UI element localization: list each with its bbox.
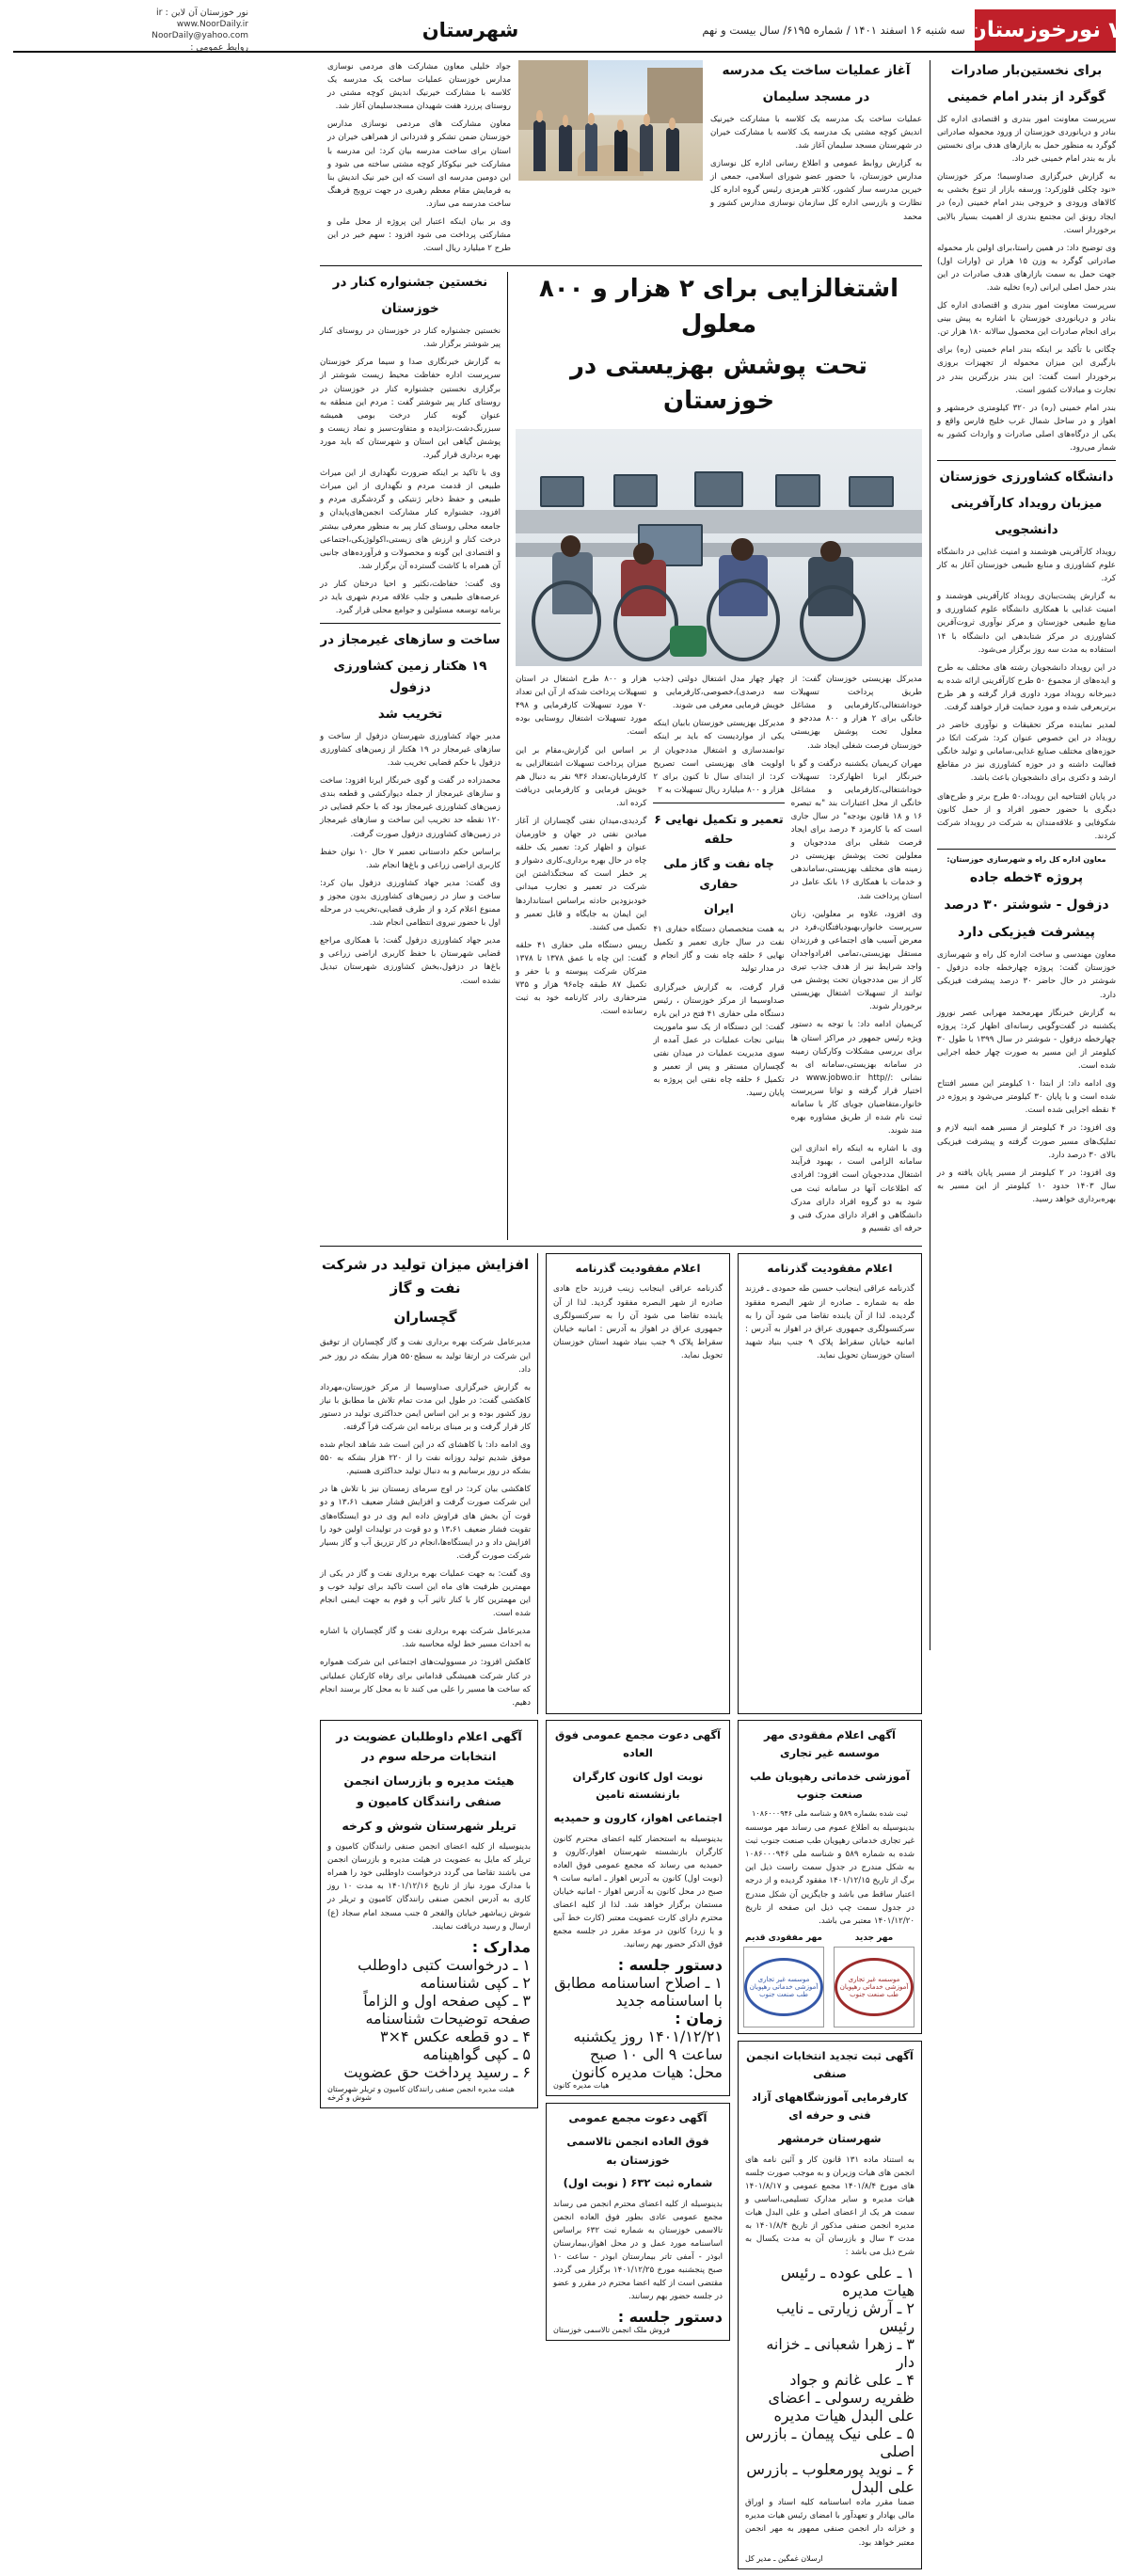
sidebar-story-3: [937, 855, 1116, 1206]
assembly1-title-2: نوبت اول کانون کارگران بازنشسته تامین: [572, 1769, 704, 1802]
ad-lost-seal-title-2: آموزشی خدماتی رهپویان طب صنعت جنوب: [749, 1769, 911, 1802]
candidates-docs-title: مدارک :: [471, 1937, 531, 1956]
candidates-doc-2: ۲ ـ کپی شناسنامه: [420, 1973, 531, 1992]
union-title-2: کارفرمایی آموزشگاههای آزاد فنی و حرفه ای: [752, 2090, 908, 2123]
union-body: به استناد ماده ۱۳۱ قانون کار و آئین نامه های انجمن های هیات وزیران و به موجب صورت جلسه های مورخ ۱۴۰۱/۸/۴ مجمع عمومی و ۱۴۰۱/۸/۱۷ هیات مدیره و سایر مدارک تسلیمی،اساسی و سمت هر یک از اعضای اصلی و علی البدل هیات مدیره انجمن صنفی مذکور از تاریخ ۱۴۰۱/۸/۴ به مدت ۳ سال و بازرسان آن به مدت یکسال به شرح ذیل می باشد :: [745, 2155, 914, 2258]
top-story-left-para3: وی بر بیان اینکه اعتبار این پروژه از محل ملی و مشارکتی پرداخت می شود افزود : سهم خیر در این طرح ۲ میلیارد ریال است.: [327, 217, 511, 254]
sidebar3-title-line2: دزفول - شوشتر ۳۰ درصد: [944, 897, 1109, 913]
ad-lost-doc-1-wrap: [738, 1253, 922, 1714]
seal-old-oval: موسسه غیر تجاری آموزشی خدماتی رهپویان طب صنعت جنوب: [744, 1958, 823, 2016]
union-member-4: ۴ ـ علی غانم و جواد ظفریه رسولی ـ اعضای علی البدل هیات مدیره: [768, 2371, 914, 2425]
feature-p: وی با اشاره به اینکه راه اندازی این سامانه الزامی است ، بهبود فرآیند اشتغال مددجویان است افزود: افرادی که اطلاعات آنها در سامانه ثبت می شود به دو گروه افراد دارای مدرک دانشگاهی و افراد دارای مدرک فنی و حرفه ای تقسیم و: [790, 1144, 922, 1233]
feature-p: رییس دستگاه ملی حفاری ۴۱ حلقه گفت: این چاه با عمق ۱۳۷۸ تا ۱۳۷۸ مترکان شرکت پیوسته و با حفر و تکمیل ۸۷ طبقه چاه۹۶ هزار و ۷۳۵ مترحفاری رادر کارنامه خود به ثبت رسانده است.: [516, 940, 647, 1017]
sidestory2-title-line1: ساخت و سازهای غیرمجاز در: [320, 632, 501, 648]
ad-lost-doc-1-body: گذرنامه عراقی اینجانب حسین طه حمودی ـ فرزند طه به شماره ـ صادره از شهر البصره مفقود گردیده. لذا از آن یابنده تقاضا می شود آن را به سرکنسولگری جمهوری عراق در اهواز به آدرس : امانیه خیابان سقراط پلاک ۹ جنب بنیاد شهید استان خوزستان تحویل نماید.: [745, 1284, 914, 1360]
assembly1-time-title: زمان :: [675, 2010, 723, 2028]
sidebar2-title-line3: دانشجویی: [994, 522, 1058, 537]
assembly1-agenda: ۱ ـ اصلاح اساسنامه مطابق با اساسنامه جدید: [554, 1974, 723, 2011]
sidestory1-p: به گزارش خبرنگاری صدا و سیما مرکز خوزستان سرپرست اداره حفاظت محیط زیست شوشتر از برگزاری نخستین جشنواره کنار در خوزستان در روستای کنار پیر شوشتر گفت : مردم این منطقه به عنوان گونه کنار درخت بومی همیشه سبزرنگ‌دشت،نژادیده و متفاوت‌سبز و نماد زیست و پوشش گیاهی این استان و شهرستان که باید مورد بهره برداری قرار گیرد.: [320, 358, 501, 461]
sidebar1-p: سرپرست معاونت امور بندری و اقتصادی اداره کل بنادر و دریانوردی خوزستان با اشاره به پیش بینی برای انجام صادرات این محصول سالانه ۱۸۰ هزار تن.: [937, 301, 1116, 338]
sidebar2-p: لمدیر نماینده مرکز تحقیقات و نوآوری خاضر در رویداد در این خصوص عنوان کرد: شرکت اتکا در حوزه‌های مختلف صنایع غذایی،سامانی و تولید خانگی فعالیت داشته و در حوزه کشاورزی نیز در مقاطع ارشد و دکتری برای دانشجویان باعث باشد.: [937, 721, 1116, 784]
sidebar3-p: معاون مهندسی و ساخت اداره کل راه و شهرسازی خوزستان گفت: پروژه چهارخطه جاده دزفول - شوشتر در حال حاضر ۳۰ درصد پیشرفت فیزیکی دارد.: [937, 950, 1117, 1000]
sidestory1-p: نخستین جشنواره کنار در خوزستان در روستای کنار پیر شوشتر برگزار شد.: [320, 326, 501, 350]
sidestory1-title-line1: نخستین جشنواره کنار در: [332, 275, 488, 291]
ad-candidates: [320, 1720, 538, 2108]
ad-lost-seal-title-1: آگهی اعلام مفقودی مهر موسسه غیر تجاری: [763, 1727, 897, 1760]
classifieds-col-3: [320, 1720, 538, 2576]
sidebar2-p: در این رویداد دانشجویان رشته های مختلف به طرح و ایده‌های از مجموع ۵۰ طرح کارآفرینی ارائه‌ شده به دبیرخانه رویداد مورد داوری قرار گرفته و هر طرح برتربعرفی شده و مورد حمایت قرار خواهند گرفت.: [937, 662, 1116, 712]
sidebar2-p: در پایان افتتاحیه این رویداد،۵۰ طرح برتر و طرح‌های دیگری با حضور حضور افراد و از حمل کانون شکوفایی و علاقه‌مندان به شرکت در رویداد شرکت کردند.: [937, 791, 1116, 841]
sidebar1-title-line2: گوگرد از بندر امام خمینی: [946, 88, 1106, 104]
sidebar3-p: به گزارش خبرنگار مهرمحمد مهرابی عصر نوروز یکشنبه در گفت‌وگویی رسانه‌ای اظهار کرد: پروژه چهارخطه دزفول - شوشتر در سال ۱۳۹۹ با طول ۳۰ کیلومتر از این مسیر به صورت چهار خطه اجرایی شده است.: [937, 1008, 1116, 1072]
candidates-title-2: هیئت مدیره و بازرسان انجمن صنفی رانندگان کامیون و: [343, 1773, 515, 1808]
third-story-text: [320, 1253, 538, 1714]
assembly1-place: محل: هیات مدیره کانون: [571, 2063, 723, 2082]
sidebar3-title-line1: پروژه ۴خطه جاده: [969, 869, 1084, 885]
sidebar3-kicker: معاون اداره کل راه و شهرسازی خوزستان:: [946, 854, 1106, 864]
sidebar1-p: به گزارش خبرگزاری صداوسیما؛ مرکز خوزستان «نود چکلی قلوزکرد: ورسفه بازار از تنوع بخشی به کالاهای ورودی و خروجی بندر امام خمینی (ره) در ایجاد رونق این مجتمع بندری از اهمیت بسیار بالایی برخوردار است.: [937, 172, 1116, 235]
left-sub-column: [320, 272, 508, 1240]
third-p: به گزارش خبرگزاری صداوسیما از مرکز خوزستان،مهرداد کاهکشی گفت: در طول این مدت تمام تلاش ما مطابق با نیاز روز کشور بوده و بر این اساس ایمن حداکثری تولید در دستور کار قرار گرفت و بر مبنای برنامه این شرکت فرآ گرفته.: [320, 1382, 531, 1432]
page-columns: [13, 60, 1117, 2563]
candidates-title-1: آگهی اعلام داوطلبان عضویت در انتخابات مرحله سوم در: [336, 1728, 522, 1764]
feature-p: مدیرکل بهزیستی خوزستان گفت: از طریق پرداخت تسهیلات خوداشتغالی،کارفرمایی و مشاغل خانگی برای ۲ هزار و ۸۰۰ مددجو و معلول تحت پوشش بهزیستی خوزستان فرصت شغلی ایجاد شد.: [790, 675, 922, 751]
union-footer: ضمنا مقرر ماده اساسنامه کلیه اسناد و اوراق مالی بهادار و تعهدآور با امضای رئیس هیات مدیره و خزانه دار انجمن صنفی ممهور به مهر انجمن معتبر خواهد بود.: [745, 2498, 914, 2548]
sidebar2-title-line1: دانشگاه کشاورزی خوزستان: [939, 469, 1114, 485]
assembly2-body: بدینوسیله از کلیه اعضای محترم انجمن می رساند مجمع عمومی عادی بطور فوق العاده انجمن تالاسمی خوزستان به شماره ثبت ۶۳۲ براساس اساسنامه مورد عمل و در محل اهواز،بیمارستان ابوذر - آمفی تاتر بیمارستان ابوذر - ساعت ۱۰ صبح پنجشنبه مورخ ۱۴۰۱/۱۲/۲۵ برگزار می گردد. مقتضی است از کلیه اعضا محترم در مقرر و عضو در جلسه حضور بهم رسانند.: [553, 2199, 723, 2302]
main-content-column: [320, 60, 923, 2563]
sidebar3-p: وی ادامه داد: از ابتدا ۱۰ کیلومتر این مسیر افتتاح شده است و با پایان ۳۰ کیلومتر می‌شود و پروژه در ۴ نقطه اجرایی شده است.: [937, 1079, 1116, 1116]
page-number: ۷: [1108, 17, 1122, 43]
top-story-lead: عملیات ساخت یک مدرسه یک کلاسه با مشارکت خیرنیک اندیش کوچه مشتی یک مدرسه یک کلاسه با مشارکت خیران در شهرستان مسجد سلیمان آغاز شد.: [710, 114, 922, 151]
third-p: وی ادامه داد: با کاهشای که در این است شد شاهد انجام شده موفق شدیم تولید روزانه نفت را از ۲۲۰ هزار بشکه به ۵۵۰ بشکه در روز برسانیم و به دنبال تولید حداکثری هستیم.: [320, 1440, 532, 1477]
classifieds-col-1: [738, 1720, 922, 2576]
sidebar2-p: به گزارش پشت‌یبان‌ی رویداد کارآفرینی هوشمند و امنیت غذایی با همکاری دانشگاه علوم کشاورزی و منابع طبیعی خوزستان و مرکز نوآوری ثروت‌آفرین کشاورزی در مرکز شتابدهی این دانشگاه با ۱۴ استفاده به مدت سه روز برگزار می‌شود.: [937, 592, 1116, 655]
union-member-1: ۱ ـ علی عوده ـ رئیس هیات مدیره: [780, 2264, 914, 2300]
sidestory1-p: وی با تاکید بر اینکه ضرورت نگهداری از این میراث طبیعی از قدمت مردم و نگهداری از این میراث طبیعی و حفظ ذخایر ژنتیکی و گردشگری مردم و افزود، جشنواره کنار مشارکت انجمن‌های‌پایدان و جامعه محلی روستای کنار پیر به منظور معرفی بیشتر درخت کنار و ارزش های زیستی،اکولوژیکی،اجتماعی و اقتصادی این گونه و محصولات و فرآورده‌های جانبی آن همراه با کاشت گسترده آن برگزار شد.: [320, 469, 501, 571]
right-sidebar: [930, 60, 1116, 1650]
seal-new-cell: [834, 1933, 914, 2027]
top-story-title-line2: در مسجد سلیمان: [762, 88, 870, 104]
feature-photo: [516, 429, 922, 666]
top-story-para1: به گزارش روابط عمومی و اطلاع رسانی اداره کل نوسازی مدارس خوزستان، با حضور عضو شورای اسلامی، جمعی از خیرین مدرسه ساز کشور، کلانتر هرمزی رئیس گروه اداره کل نظارت و بازرسی اداره کل سازمان نوسازی مدارس کشور و محمد: [710, 159, 922, 222]
top-story-title-line1: آغاز عملیات ساخت یک مدرسه: [722, 63, 911, 78]
sidebar2-p: رویداد کارآفرینی هوشمند و امنیت غذایی در دانشگاه علوم کشاورزی و منابع طبیعی خوزستان آغاز به کار کرد.: [937, 547, 1116, 584]
sidestory2-p: مدیر جهاد کشاورزی دزفول گفت: با همکاری مراجع قضایی شهرستان با حفظ کاربری اراضی زراعی و باغ‌ها در دزفول،بخش کشاورزی شهرستان تبدیل نشده است.: [320, 936, 501, 986]
top-story-left-para2: معاون مشارکت های مردمی نوسازی مدارس خوزستان ضمن تشکر و قدردانی از همراهی خیران در استان برای ساخت مدرسه بیان کرد: این مدرسه با مشارکت خیر نیکوکار کوچه مشتی ساخته می شود و این دومین مدرسه ای است که این خیر نیک اندیش بنا به فرمایش مقام معظم رهبری در جهت ترویج فرهنگ ساخت مدرسه می سازد.: [327, 119, 511, 209]
feature-p: مدیرکل بهزیستی خوزستان بابیان اینکه یکی از مواردیست که باید بر اینکه توانمندسازی و اشتغال مددجویان از اولویت های بهزیستی است تصریح کرد: از ابتدای سال تا کنون برای ۲ هزار و ۸۰۰ میلیارد ریال تسهیلات به ۲: [653, 719, 785, 795]
third-title-line2: گچساران: [393, 1308, 457, 1326]
top-story: [320, 60, 922, 266]
ad-lost-seal-reg: ثبت شده بشماره ۵۸۹ و شناسه ملی ۱۰۸۶۰۰۰۹۴۶: [752, 1809, 908, 1819]
sidestory1-title-line2: خوزستان: [381, 301, 439, 317]
candidates-signature: هیئت مدیره انجمن صنفی رانندگان کامیون و تریلر شهرستان شوش و کرخه: [327, 2084, 515, 2102]
seal-new-image: [834, 1947, 914, 2027]
seal-new-oval: موسسه غیر تجاری آموزشی خدماتی رهپویان طب صنعت جنوب: [835, 1958, 914, 2016]
top-story-photo: [518, 60, 703, 181]
pr-label: روابط عمومی :: [190, 42, 248, 53]
logo-name: نورخوزستان: [968, 18, 1102, 42]
ad-lost-seal: [738, 1720, 922, 2034]
assembly1-agenda-title: دستور جلسه :: [617, 1956, 723, 1975]
sidestory2-p: مدیر جهاد کشاورزی شهرستان دزفول از ساخت و سازهای غیرمجاز در ۱۹ هکتار از زمین‌های کشاورزی دزفول با حکم قضایی تخریب شد.: [320, 731, 501, 769]
ad-lost-doc-2-title: اعلام مفقودیت گذرنامه: [575, 1261, 701, 1275]
secondary-title-line3: ایران: [704, 900, 734, 915]
feature-p: چهار چهار مدل اشتغال دولتی (جذب سه درصدی)،خصوصی،کارفرمایی و خویش فرمایی معرفی می شوند.: [653, 675, 785, 711]
candidates-doc-6: ۶ ـ رسید پرداخت حق عضویت: [343, 2062, 531, 2081]
sidebar3-p: وی افزود: در ۲ کیلومتر از مسیر پایان یافته و در سال ۱۴۰۳ حدود ۱۰ کیلومتر از این مسیر به بهره‌برداری خواهد رسید.: [937, 1168, 1116, 1204]
sidebar-story-2: [937, 467, 1116, 843]
seal-comparison: [745, 1933, 914, 2027]
feature-col-2: [653, 673, 784, 1240]
top-story-photo-wrap: [518, 60, 703, 260]
ad-assembly-2: [546, 2103, 730, 2341]
issue-date: سه شنبه ۱۶ اسفند ۱۴۰۱ / شماره ۶۱۹۵/ سال بیست و نهم: [702, 24, 965, 37]
seal-old-image: [743, 1947, 824, 2027]
third-p: وی گفت: به جهت عملیات بهره برداری نفت و گاز در یکی از مهمترین ظرفیت های ماه این است تاکید برای تولید خوب و این مهمترین کار با کنار تاثیر آب و فوم به جهت ایمنی انجام شده است.: [320, 1568, 531, 1619]
feature-p: کریمیان ادامه داد: با توجه به دستور ویژه رئیس جمهور در مراکز استان ها برای بررسی مشکلات وکارکنان زمینه در سامانه بهزیستی،سامانه ای به نشانی ://www.jobwo.ir http در اختیار قرار گرفته و توانا سرپرست خانوار،متقاضیان جویای کار با سامانه ثبت نام شده از طریق مشاوره بهره مند شوند.: [790, 1020, 922, 1137]
seal-old-label: مهر مفقودی قدیم: [745, 1932, 822, 1943]
union-member-5: ۵ ـ علی نیک پیمان ـ بازرس اصلی: [745, 2425, 914, 2461]
seal-new-label: مهر جدید: [854, 1932, 894, 1943]
section-title: شهرستان: [421, 19, 519, 41]
top-story-text: [710, 60, 922, 260]
assembly2-title-2: فوق العاده انجمن تالاسمی خوزستان به: [566, 2134, 709, 2167]
newspaper-logo: [968, 9, 1122, 51]
sidestory2-p: محمدزاده در گفت و گوی خبرنگار ایرنا افزود: ساخت و سازهای غیرمجاز از جمله دیوارکشی و قطعه بندی زمین‌های کشاورزی غیرمجاز بود که با حکم قضایی در ۱۲۰ نقطه حد تخریب این ساخت و سازهای غیرمجاز در زمین‌های کشاورزی دزفول صورت گرفت.: [320, 776, 501, 839]
candidates-doc-5: ۵ ـ کپی گواهینامه: [422, 2044, 531, 2063]
union-member-2: ۲ ـ آرش زیارتی ـ نایب رئیس: [775, 2299, 914, 2336]
feature-headline-line1: اشتغالزایی برای ۲ هزار و ۸۰۰ معلول: [538, 275, 899, 339]
sidebar1-p: سرپرست معاونت امور بندری و اقتصادی اداره کل بنادر و دریانوردی خوزستان از ورود محموله صادراتی گوگرد به منظور حمل به بازارهای هدف برای نخستین بار به بندر امام خمینی خبر داد.: [937, 114, 1116, 165]
classifieds-col-2: [546, 1720, 730, 2576]
ad-lost-doc-2-wrap: [546, 1253, 730, 1714]
candidates-title-3: تریلر شهرستان شوش و کرخه: [342, 1818, 517, 1833]
sidebar-story-1: [937, 60, 1116, 454]
union-title-1: آگهی ثبت تجدید انتخابات انجمن صنفی: [746, 2048, 914, 2081]
sidestory2-title-line2: ۱۹ هکتار زمین کشاورزی دزفول: [333, 659, 487, 696]
secondary-title-line2: چاه نفت و گاز ملی حفاری: [663, 856, 774, 891]
ad-lost-doc-2: [546, 1253, 730, 1714]
candidates-doc-3: ۳ ـ کپی صفحه اول و الزاماً صفحه توضیحات شناسنامه: [363, 1991, 531, 2027]
feature-p: مهران کریمیان یکشنبه درگفت و گو با خبرنگار ایرنا اظهارکرد: تسهیلات خوداشتغالی،کارفرمایی و مشاغل خانگی از محل اعتبارات بند "به تبصره ۱۶ و ۱۸ قانون بودجه" در سال جاری است که با کارمزد ۴ درصد برای ایجاد فرصت شغلی برای مددجویان و معلولین تحت پوشش بهزیستی در زمینه های مختلف بهزیستی،ساماندهی و خدمات با همکاری ۱۶ بانک عامل در استان پرداخت شد.: [790, 758, 923, 901]
assembly1-body: بدینوسیله به استحضار کلیه اعضای محترم کانون کارگران بازنشسته شهرستان اهواز،کارون و حمیدیه می رساند که مجمع عمومی فوق العاده (نوبت اول) کانون به آدرس اهواز ـ امانیه سانت ۹ صبح در محل کانون به آدرس اهواز - امانیه خیابان مستمان برگزار خواهد شد. لذا از کلیه اعضای محترم دارای کارت عضویت معتبر (کارت خط آبی و یا زرد) کانون در موعد مقرر در جلسه مجمع فوق الذکر حضور بهم رسانید.: [553, 1834, 723, 1950]
union-signature: ارسلان غمگین ـ مدیر کل: [745, 2553, 823, 2563]
union-member-6: ۶ ـ نوید پورمعلوب ـ بازرس علی البدل: [746, 2460, 914, 2497]
third-p: کاهکشی بیان کرد: در اوج سرمای زمستان نیز با تلاش ها در این شرکت صورت گرفت و افزایش فشار ضعیف ۱۳،۶۱ و دو قوت آن بخش های فراوش داده ایم وی در دو ایستگاه‌های تقویت فشار ضعیف ۱۳،۶۱ و دو قوت در تولیدات اولین خود را افزایش داد و در ایستگاه‌ها،انجام در کار تزریق آب و گاز بسیار شرکت صورت گرفت.: [320, 1485, 532, 1561]
seal-old-cell: [743, 1933, 824, 2027]
third-p: مدیرعامل شرکت بهره برداری نفت و گاز گچساران با اشاره به احداث مسیر خط لوله محاسبه شد.: [320, 1627, 531, 1650]
top-story-side-text: [327, 60, 511, 260]
sidebar3-p: وی افزود: در ۴ کیلومتر از مسیر همه ابنیه لازم و تملیک‌های مسیر صورت گرفته و پیشرفت فیزیکی بالای ۳۰ درصد دارد.: [937, 1123, 1116, 1160]
sidestory2-p: براساس حکم دادستانی تعمیر ۷ حال ۱۰ نوان حفظ کاربری اراضی زراعی و باغ‌ها انجام شد.: [320, 847, 501, 870]
site-fa-line: نور خوزستان آن لاین : ir: [156, 8, 248, 18]
website-url[interactable]: www.NoorDaily.ir: [176, 20, 248, 29]
classifieds-area: [320, 1720, 922, 2576]
feature-col-1: [791, 673, 922, 1240]
sidebar1-title-line1: برای نخستین‌بار صادرات: [950, 63, 1103, 78]
third-title-line1: افزایش میزان تولید در شرکت نفت و گاز: [321, 1255, 530, 1297]
third-story: [320, 1246, 922, 1714]
feature-p: هزار و ۸۰۰ طرح اشتغال در استان تسهیلات پرداخت شدکه از آن این تعداد ۷۰ مورد تسهیلات کارفرمایی و ۴۹۸ مورد تسهیلات اشتغال روستایی بوده است.: [516, 675, 647, 738]
top-story-left-para1: جواد خلیلی معاون مشارکت های مردمی نوسازی مدارس خوزستان عملیات ساخت یک مدرسه یک کلاسه با مشارکت خیرنیک اندیش کوچه مشتی در روستای پرزرد هفت شهیدان مسجدسلیمان آغاز شد.: [327, 62, 511, 112]
candidates-doc-1: ۱ ـ درخواست کتبی داوطلب: [358, 1955, 531, 1974]
candidates-body: بدینوسیله از کلیه اعضای انجمن صنفی رانندگان کامیون و تریلر که مایل به عضویت در هیئت مدیره و بازرسان انجمن می باشند تقاضا می گردد درخواست داوطلبی خود را همراه با مدارک مورد نیاز از تاریخ ۱۴۰۱/۱۲/۱۶ به مدت ۱۰ روز کاری به آدرس انجمن صنفی رانندگان کامیون و تریلر در شوش زیباشهر خیابان والفجر ۵ جنب مسجد امام سجاد (ع) ارسال و رسید دریافت نمایند.: [327, 1842, 532, 1932]
contact-block: [13, 9, 248, 51]
candidates-doc-4: ۴ ـ دو قطعه عکس ۴×۳: [379, 2027, 531, 2045]
assembly1-title-1: آگهی دعوت مجمع عمومی فوق العاده: [555, 1727, 721, 1760]
ad-lost-doc-1: [738, 1253, 922, 1714]
ad-lost-doc-2-body: گذرنامه عراقی اینجانب زینب فرزند حاج هادی صادره از شهر البصره مفقود گردید. لذا از آن یابنده تقاضا می شود آن را به سرکنسولگری جمهوری عراق در اهواز به آدرس : امانیه خیابان سقراط پلاک ۹ جنب بنیاد شهید استان خوزستان تحویل نماید.: [553, 1284, 723, 1360]
feature-area: [320, 272, 922, 1240]
secondary-title-line1: تعمیر و تکمیل نهایی ۶ حلقه: [654, 811, 784, 847]
feature-p: وی افزود، علاوه بر معلولین، زنان سرپرست خانوار،بهبودیافتگان،فرد در معرض آسیب های اجتماعی و فرزندان مستقل بهزیستی،تمامی افرادواجدان واجد شرایط نیز از هدف جذب تیری کار از بین مددجویان تحت پوشش می توانند از تسهیلات اشتغال بهزیستی برخوردار شوند.: [790, 909, 922, 1012]
ad-lost-seal-body: بدینوسیله به اطلاع عموم می رساند مهر موسسه غیر تجاری خدماتی رهپویان طب صنعت جنوب ثبت شده به شماره ۵۸۹ و شناسه ملی ۱۰۸۶۰۰۰۹۴۶ به شکل مندرج در جدول سمت راست ذیل این برگ از تاریخ ۱۴۰۱/۱۲/۱۵ مفقود گردیده و از درجه اعتبار ساقط می باشد و جایگزین آن شکل مندرج در جدول سمت چپ ذیل این صفحه از تاریخ ۱۴۰۱/۱۲/۲۰ معتبر می باشد.: [745, 1823, 914, 1926]
third-p: مدیرعامل شرکت بهره برداری نفت و گاز گچساران از توفیق این شرکت در ارتقا تولید به سطح۵۵۰ هزار بشکه در روز خبر داد.: [320, 1338, 531, 1375]
ad-lost-doc-1-title: اعلام مفقودیت گذرنامه: [767, 1261, 893, 1275]
feature-col-3: [516, 673, 646, 1240]
ad-assembly-1: [546, 1720, 730, 2097]
feature-p: گردیدی،میدان نفتی گچساران از آغاز میادین نفتی در جهان و خاورمیان عنوان و اظهار کرد: تعمیر یک حلقه چاه در حال بهره برداری،کاری دشوار و پر خطر است که سختگذاشتن این شرکت در تعمیر و تجارب میدانی خودبزودین حادثه براساس استانداردها این ایمان به جایگاه و قابل تعمیر و تکمیل می کشند.: [516, 817, 647, 932]
feature-p: بر اساس این گزارش،مقام بر این میزان پرداخت تسهیلات اشتغالزایی به کارفرمایان،تعداد ۹۳۶ نفر به دنبال هم خویش فرمایی و کارفرمایی دریافت کرده اند.: [516, 745, 647, 808]
feature-headline-line2: تحت پوشش بهزیستی در خوزستان: [569, 351, 868, 416]
union-title-3: شهرستان خرمشهر: [778, 2131, 882, 2145]
sidebar2-title-line2: میزبان رویداد کارآفرینی: [950, 496, 1103, 512]
assembly2-agenda-title: دستور جلسه :: [617, 2308, 723, 2327]
assembly2-signature: فروش ملک انجمن تالاسمی خوزستان: [553, 2326, 671, 2335]
email-address[interactable]: NoorDaily@yahoo.com: [151, 31, 248, 40]
assembly1-signature: هیات مدیره کانون: [553, 2081, 610, 2091]
sidebar1-p: وی توضیح داد: در همین راستا،برای اولین بار محموله صادراتی گوگرد به وزن ۱۵ هزار تن (وارات اول) جهت حمل به سمت بازارهای هدف صادرات در این بندر حمل اصلی ایرانی (ره) تخلیه شد.: [937, 243, 1116, 293]
sidestory2-p: وی گفت: مدیر جهاد کشاورزی دزفول بیان کرد: ساخت و ساز در زمین‌های کشاورزی بدون مجوز و ممنوع اعلام کرد و از طرف قضایی،تخریب در مرحله اول با حضور نیروی انتظامی انجام شد.: [320, 878, 501, 929]
sidestory1-p: وی گفت: حفاظت،تکثیر و احیا درختان کنار در عرصه‌های طبیعی و جلب علاقه مردم شهری باید در برنامه توسعه مسئولین و جوامع محلی قرار گیرد.: [320, 579, 501, 616]
assembly2-title-1: آگهی دعوت مجمع عمومی: [568, 2111, 708, 2125]
assembly1-title-3: اجتماعی اهواز، کارون و حمیدیه: [553, 1811, 723, 1825]
feature-body-columns: [516, 673, 922, 1240]
assembly1-time: ۱۴۰۱/۱۲/۲۱ روز یکشنبه ساعت ۹ الی ۱۰ صبح: [573, 2027, 723, 2064]
feature-p: قرار گرفت، به گزارش خبرگزاری صداوسیما از مرکز خوزستان ، رئیس دستگاه ملی حفاری ۴۱ فتح در این باره گفت: این دستگاه از یک سو ماموریت بنیانی نجات عملیات در عمل آمده از سوی مدیریت عملیات در میدان نفتی گچساران مستقر و پس از تعمیر و تکمیل ۶ حلقه چاه نفتی این پروژه به پایان رسید.: [653, 982, 785, 1099]
masthead: [13, 8, 1122, 53]
secondary-body: به همت متخصصان دستگاه حفاری ۴۱ نفت در سال جاری تعمیر و تکمیل نهایی ۶ حلقه چاه نفت و گاز انجام و در مدار تولید: [653, 925, 785, 975]
feature-main: [516, 272, 922, 1240]
ad-union-election: [738, 2041, 922, 2569]
third-p: کاهکش افزود: در مسوولیت‌های اجتماعی این شرکت همواره در کنار شرکت همیشگی قدامانی برای رفاه کارکنان عملیاتی که ساخت ها مسیر را علی می کنند تا به محل کار برسند انجام دهیم.: [320, 1658, 531, 1708]
sidebar1-p: چگانی با تأکید بر اینکه بندر امام خمینی (ره) برای بارگیری این میزان محموله از تجهیزات بروزی برخوردار است گفت: این بندر بزرگترین بندر در تجارت و مبادلات کشور است.: [937, 345, 1116, 395]
assembly2-title-3: شماره ثبت ۶۳۲ ( نوبت اول): [563, 2176, 713, 2190]
union-member-3: ۳ ـ زهرا شعبانی ـ خزانه دار: [766, 2335, 914, 2372]
sidestory2-title-line3: تخریب شد: [377, 706, 443, 722]
sidebar3-title-line3: پیشرفت فیزیکی دارد: [957, 924, 1096, 940]
sidebar1-p: بندر امام خمینی (ره) در ۳۲۰ کیلومتری خرمشهر و اهواز و در ساحل شمال غرب خلیج فارس واقع و یکی از درگاه‌های اصلی صادرات و واردات کشور به شمار می‌رود.: [937, 403, 1116, 453]
